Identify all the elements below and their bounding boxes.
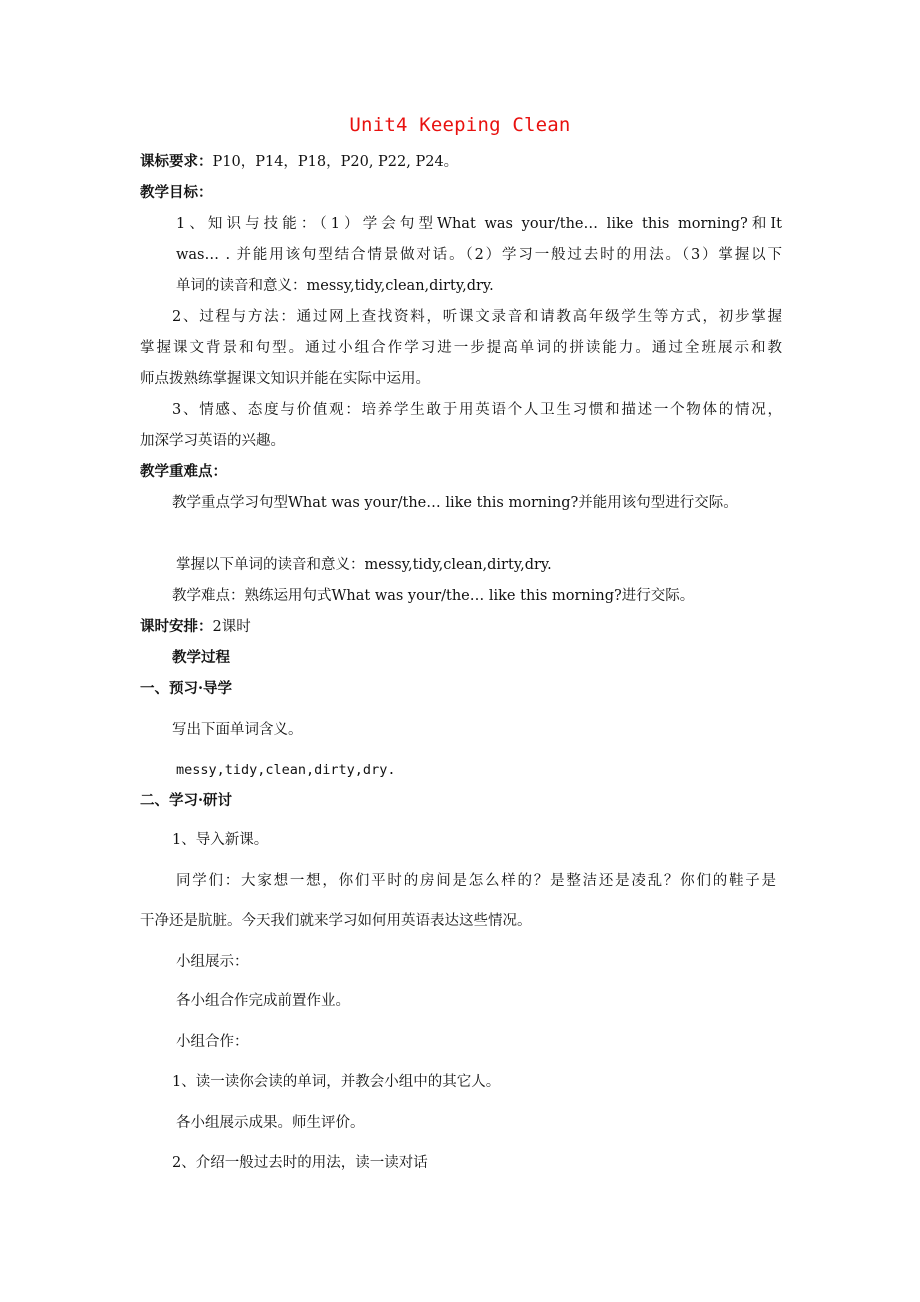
curriculum-label: 课标要求：	[140, 153, 213, 170]
section-2-item-1: 1、导入新课。	[172, 832, 269, 848]
key-point-text: 教学重点学习句型What was your/the… like this morning?并能用该句型进行交际。	[172, 495, 738, 511]
coop-item-1: 1、读一读你会读的单词，并教会小组中的其它人。	[172, 1074, 501, 1090]
section-1-words: messy,tidy,clean,dirty,dry.	[176, 762, 396, 778]
objective-1-line-2: was… . 并能用该句型结合情景做对话。（2）学习一般过去时的用法。（3）掌握以下	[176, 247, 782, 263]
section-1-task: 写出下面单词含义。	[172, 722, 303, 738]
section-2-paragraph-line-2: 干净还是肮脏。今天我们就来学习如何用英语表达这些情况。	[140, 913, 532, 929]
section-1-heading: 一、预习·导学	[140, 680, 233, 697]
section-2-heading: 二、学习·研讨	[140, 792, 233, 809]
objective-3-line-1: 3、情感、态度与价值观：培养学生敢于用英语个人卫生习惯和描述一个物体的情况，	[172, 402, 782, 418]
document-title: Unit4 Keeping Clean	[349, 114, 571, 136]
objective-2-line-3: 师点拨熟练掌握课文知识并能在实际中运用。	[140, 371, 430, 387]
process-heading: 教学过程	[172, 649, 230, 666]
schedule-value: 2课时	[212, 619, 251, 635]
objectives-heading: 教学目标：	[140, 184, 213, 201]
difficulty-text: 教学难点：熟练运用句式What was your/the… like this morning?进行交际。	[172, 588, 695, 604]
objective-2-line-2: 掌握课文背景和句型。通过小组合作学习进一步提高单词的拼读能力。通过全班展示和教	[140, 340, 782, 356]
group-show-label: 小组展示：	[176, 954, 249, 970]
key-words-text: 掌握以下单词的读音和意义：messy,tidy,clean,dirty,dry.	[176, 557, 552, 573]
schedule	[140, 617, 251, 637]
objective-2-line-1: 2、过程与方法：通过网上查找资料，听课文录音和请教高年级学生等方式，初步掌握	[172, 309, 782, 325]
objective-1-line-3: 单词的读音和意义：messy,tidy,clean,dirty,dry.	[176, 278, 494, 294]
objective-3-line-2: 加深学习英语的兴趣。	[140, 433, 285, 449]
curriculum-requirement	[140, 152, 458, 172]
key-points-heading: 教学重难点：	[140, 463, 227, 480]
schedule-label: 课时安排：	[140, 618, 213, 635]
coop-evaluation: 各小组展示成果。师生评价。	[176, 1115, 365, 1131]
objective-1-line-1: 1、知识与技能：（1）学会句型What was your/the… like this morning?和It	[176, 216, 782, 232]
curriculum-pages: P10，P14，P18，P20, P22, P24。	[212, 154, 459, 170]
coop-item-2: 2、介绍一般过去时的用法，读一读对话	[172, 1155, 428, 1171]
group-coop-label: 小组合作：	[176, 1034, 249, 1050]
group-show-text: 各小组合作完成前置作业。	[176, 993, 350, 1009]
section-2-paragraph-line-1: 同学们：大家想一想，你们平时的房间是怎么样的？是整洁还是凌乱？你们的鞋子是	[176, 873, 776, 889]
